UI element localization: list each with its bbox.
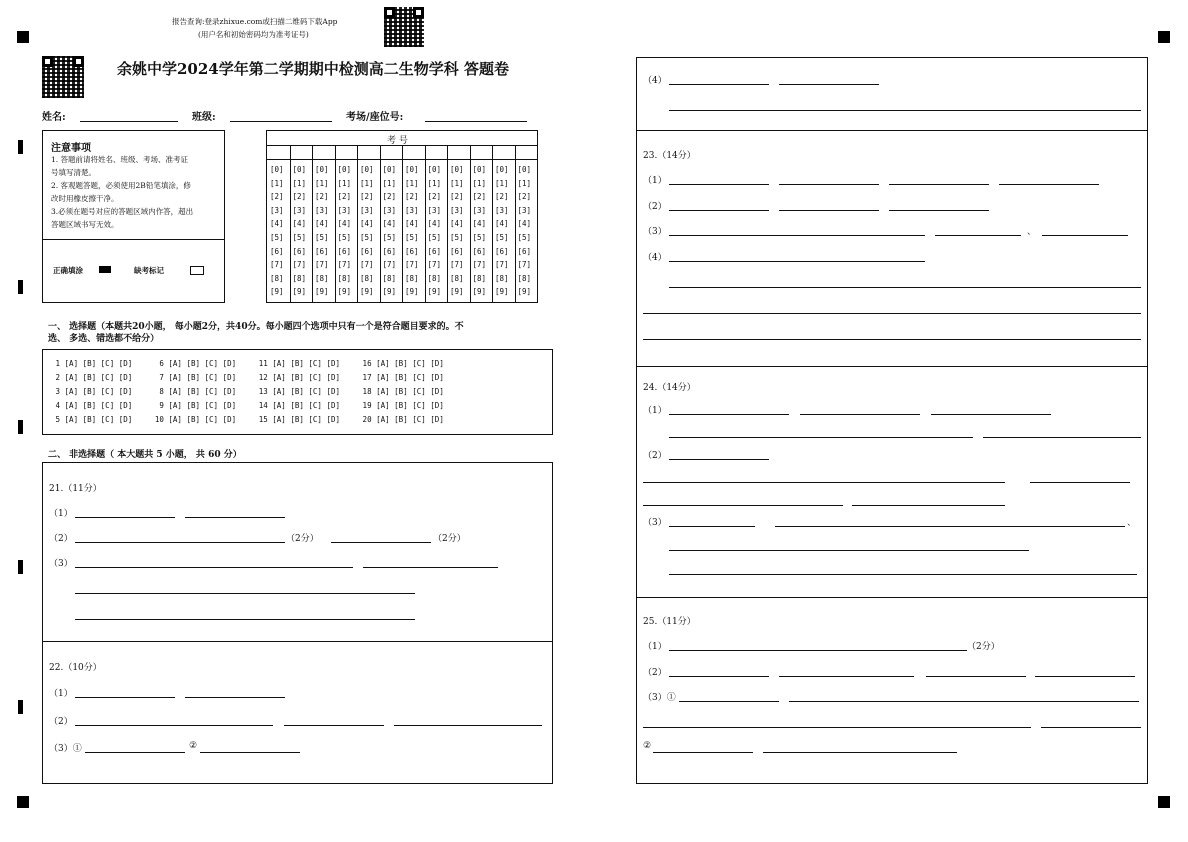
notes-box xyxy=(42,130,225,303)
note-line: 2. 客观题答题，必须使用2B铅笔填涂，修 xyxy=(51,181,191,190)
exam-digit-bubble[interactable]: [3] xyxy=(315,205,329,215)
grid-column-rule xyxy=(470,145,471,302)
q25-part3-blank[interactable] xyxy=(679,701,779,702)
q23-part1-blank[interactable] xyxy=(669,184,769,185)
exam-digit-bubble[interactable]: [6] xyxy=(360,246,374,256)
exam-digit-bubble[interactable]: [4] xyxy=(360,219,374,229)
q22-title: 22.（10分） xyxy=(49,663,102,673)
exam-digit-bubble[interactable]: [3] xyxy=(495,205,509,215)
exam-digit-bubble[interactable]: [4] xyxy=(495,219,509,229)
exam-digit-bubble[interactable]: [0] xyxy=(315,165,329,174)
choice-row[interactable]: 4 [A] [B] [C] [D] 9 [A] [B] [C] [D] 14 [A] [B] [C] [D] 19 [A] [B] [C] [D] xyxy=(51,401,444,410)
q22-part3-blank[interactable] xyxy=(85,752,185,753)
q25-part2-label: （2） xyxy=(643,668,667,678)
exam-digit-bubble[interactable]: [2] xyxy=(337,192,352,202)
q21-part1-blank[interactable] xyxy=(75,517,175,518)
exam-digit-bubble[interactable]: [4] xyxy=(472,219,487,229)
exam-digit-bubble[interactable]: [9] xyxy=(337,287,352,297)
q22-part4-blank[interactable] xyxy=(669,84,769,85)
exam-digit-bubble[interactable]: [4] xyxy=(270,219,284,229)
exam-digit-bubble[interactable]: [4] xyxy=(337,219,352,229)
correct-fill-label: 正确填涂 xyxy=(53,266,83,275)
name-field[interactable] xyxy=(80,121,178,122)
exam-digit-bubble[interactable]: [0] xyxy=(360,165,374,174)
report-info-line2: (用户名和初始密码均为准考证号) xyxy=(198,30,309,39)
grid-column-rule xyxy=(357,145,358,302)
exam-digit-bubble[interactable]: [7] xyxy=(360,260,374,270)
exam-digit-bubble[interactable]: [6] xyxy=(495,246,509,256)
exam-digit-bubble[interactable]: [6] xyxy=(405,246,419,256)
exam-digit-bubble[interactable]: [9] xyxy=(450,287,464,297)
section1-title-cont: 选、 多选、错选都不给分） xyxy=(48,334,160,344)
exam-digit-bubble[interactable]: [8] xyxy=(495,273,509,283)
registration-mark-bottom-right xyxy=(1158,796,1170,808)
exam-digit-bubble[interactable]: [9] xyxy=(382,287,397,297)
exam-digit-bubble[interactable]: [6] xyxy=(517,246,532,256)
q23-part1-blank[interactable] xyxy=(889,184,989,185)
q23-part2-blank[interactable] xyxy=(669,210,769,211)
q23-part2-blank[interactable] xyxy=(889,210,989,211)
exam-digit-bubble[interactable]: [3] xyxy=(382,205,397,215)
q24-part1-blank[interactable] xyxy=(800,414,920,415)
q21-part3-blank[interactable] xyxy=(75,593,415,594)
q22-part2-label: （2） xyxy=(49,717,73,727)
q23-part4-blank[interactable] xyxy=(669,261,925,262)
exam-digit-bubble[interactable]: [1] xyxy=(405,178,419,188)
exam-digit-bubble[interactable]: [5] xyxy=(382,233,397,242)
q23-part2-label: （2） xyxy=(643,202,667,212)
q25-part1-blank[interactable] xyxy=(669,650,967,651)
exam-digit-bubble[interactable]: [1] xyxy=(270,178,284,188)
exam-digit-bubble[interactable]: [5] xyxy=(405,233,419,242)
exam-digit-bubble[interactable]: [7] xyxy=(337,260,352,270)
note-line: 号填写清楚。 xyxy=(51,168,96,177)
exam-digit-bubble[interactable]: [1] xyxy=(472,178,487,188)
exam-digit-bubble[interactable]: [4] xyxy=(405,219,419,229)
exam-digit-bubble[interactable]: [1] xyxy=(315,178,329,188)
q22-part2-blank[interactable] xyxy=(284,725,384,726)
exam-digit-bubble[interactable]: [4] xyxy=(315,219,329,229)
grid-column-rule xyxy=(402,145,403,302)
q25-part1-label: （1） xyxy=(643,642,667,652)
answer-box-24 xyxy=(636,366,1148,598)
exam-digit-bubble[interactable]: [6] xyxy=(382,246,397,256)
q25-part3-label: （3）① xyxy=(643,693,676,703)
exam-digit-bubble[interactable]: [4] xyxy=(292,219,307,229)
q23-part1-label: （1） xyxy=(643,176,667,186)
exam-digit-bubble[interactable]: [7] xyxy=(472,260,487,270)
choice-row[interactable]: 3 [A] [B] [C] [D] 8 [A] [B] [C] [D] 13 [A] [B] [C] [D] 18 [A] [B] [C] [D] xyxy=(51,387,444,396)
exam-digit-bubble[interactable]: [3] xyxy=(472,205,487,215)
exam-digit-bubble[interactable]: [7] xyxy=(405,260,419,270)
exam-digit-bubble[interactable]: [1] xyxy=(292,178,307,188)
exam-digit-bubble[interactable]: [1] xyxy=(427,178,442,188)
absent-mark-label: 缺考标记 xyxy=(134,266,164,275)
q25-part3-blank[interactable] xyxy=(763,752,957,753)
exam-digit-bubble[interactable]: [5] xyxy=(270,233,284,242)
grid-column-rule xyxy=(290,145,291,302)
exam-digit-bubble[interactable]: [3] xyxy=(427,205,442,215)
exam-digit-bubble[interactable]: [5] xyxy=(292,233,307,242)
q23-part2-blank[interactable] xyxy=(779,210,879,211)
exam-digit-bubble[interactable]: [8] xyxy=(292,273,307,283)
q22-part2-blank[interactable] xyxy=(75,725,273,726)
exam-digit-bubble[interactable]: [3] xyxy=(292,205,307,215)
note-line: 改时用橡皮擦干净。 xyxy=(51,194,119,203)
grid-column-rule xyxy=(312,145,313,302)
exam-digit-bubble[interactable]: [3] xyxy=(337,205,352,215)
exam-digit-bubble[interactable]: [3] xyxy=(517,205,532,215)
absent-mark-box[interactable] xyxy=(190,266,204,275)
exam-digit-bubble[interactable]: [8] xyxy=(427,273,442,283)
q22-part1-blank[interactable] xyxy=(185,697,285,698)
exam-digit-bubble[interactable]: [9] xyxy=(292,287,307,297)
exam-digit-bubble[interactable]: [8] xyxy=(360,273,374,283)
q24-part1-label: （1） xyxy=(643,406,667,416)
grid-column-rule xyxy=(335,145,336,302)
timing-mark xyxy=(18,420,23,434)
q21-part3-blank[interactable] xyxy=(75,567,353,568)
exam-digit-bubble[interactable]: [8] xyxy=(517,273,532,283)
exam-digit-bubble[interactable]: [0] xyxy=(337,165,352,174)
q23-part3-blank[interactable] xyxy=(669,235,925,236)
q21-part1-label: （1） xyxy=(49,509,73,519)
q25-part3-blank[interactable] xyxy=(1041,727,1141,728)
exam-digit-bubble[interactable]: [5] xyxy=(337,233,352,242)
class-field[interactable] xyxy=(230,121,332,122)
exam-digit-bubble[interactable]: [6] xyxy=(337,246,352,256)
exam-digit-bubble[interactable]: [5] xyxy=(360,233,374,242)
notes-list xyxy=(51,153,221,231)
exam-digit-bubble[interactable]: [2] xyxy=(472,192,487,202)
exam-digit-bubble[interactable]: [6] xyxy=(427,246,442,256)
timing-mark xyxy=(18,280,23,294)
q21-part3-label: （3） xyxy=(49,559,73,569)
q24-part2-label: （2） xyxy=(643,451,667,461)
name-label: 姓名: xyxy=(42,112,66,123)
grid-column-rule xyxy=(425,145,426,302)
q24-part2-blank[interactable] xyxy=(669,459,769,460)
correct-fill-sample xyxy=(99,266,111,273)
exam-digit-bubble[interactable]: [5] xyxy=(472,233,487,242)
exam-digit-bubble[interactable]: [1] xyxy=(337,178,352,188)
q25-part3-blank[interactable] xyxy=(653,752,753,753)
q23-part4-blank[interactable] xyxy=(643,339,1141,340)
exam-digit-bubble[interactable]: [2] xyxy=(360,192,374,202)
exam-digit-bubble[interactable]: [0] xyxy=(382,165,397,174)
exam-digit-bubble[interactable]: [9] xyxy=(427,287,442,297)
q21-title: 21.（11分） xyxy=(49,484,102,494)
exam-digit-bubble[interactable]: [2] xyxy=(405,192,419,202)
answer-box-23 xyxy=(636,130,1148,367)
exam-digit-bubble[interactable]: [8] xyxy=(472,273,487,283)
q25-part2-blank[interactable] xyxy=(669,676,769,677)
exam-digit-bubble[interactable]: [1] xyxy=(450,178,464,188)
exam-digit-bubble[interactable]: [2] xyxy=(382,192,397,202)
q25-part2-blank[interactable] xyxy=(1035,676,1135,677)
q23-part4-blank[interactable] xyxy=(643,313,1141,314)
q21-part3-blank[interactable] xyxy=(75,619,415,620)
q25-title: 25.（11分） xyxy=(643,617,696,627)
q24-title: 24.（14分） xyxy=(643,383,696,393)
q22-part4-blank[interactable] xyxy=(779,84,879,85)
grid-column-rule xyxy=(492,145,493,302)
q22-part1-label: （1） xyxy=(49,689,73,699)
exam-digit-bubble[interactable]: [9] xyxy=(315,287,329,297)
exam-number-grid xyxy=(266,130,538,303)
exam-digit-bubble[interactable]: [1] xyxy=(517,178,532,188)
answer-box-25 xyxy=(636,597,1148,784)
q24-part1-blank[interactable] xyxy=(669,414,789,415)
exam-digit-bubble[interactable]: [4] xyxy=(450,219,464,229)
exam-digit-bubble[interactable]: [3] xyxy=(405,205,419,215)
exam-digit-bubble[interactable]: [7] xyxy=(315,260,329,270)
exam-digit-bubble[interactable]: [0] xyxy=(450,165,464,174)
note-line: 答题区域书写无效。 xyxy=(51,220,119,229)
q24-part3-blank[interactable] xyxy=(775,526,1125,527)
q23-part4-blank[interactable] xyxy=(669,287,1141,288)
q21-part2-score: （2分） xyxy=(433,534,466,544)
exam-digit-bubble[interactable]: [2] xyxy=(270,192,284,202)
q24-part1-blank[interactable] xyxy=(669,437,973,438)
exam-digit-bubble[interactable]: [8] xyxy=(405,273,419,283)
exam-digit-bubble[interactable]: [0] xyxy=(495,165,509,174)
exam-digit-bubble[interactable]: [1] xyxy=(382,178,397,188)
exam-digit-bubble[interactable]: [7] xyxy=(270,260,284,270)
q23-part3-label: （3） xyxy=(643,227,667,237)
note-line: 3.必须在题号对应的答题区域内作答，超出 xyxy=(51,207,194,216)
q24-part3-blank[interactable] xyxy=(669,550,1029,551)
grid-column-rule xyxy=(380,145,381,302)
q23-part3-blank[interactable] xyxy=(1042,235,1128,236)
q22-part4-label: （4） xyxy=(643,76,667,86)
exam-number-label: 考 号 xyxy=(387,136,408,146)
exam-digit-bubble[interactable]: [7] xyxy=(427,260,442,270)
exam-digit-bubble[interactable]: [4] xyxy=(382,219,397,229)
q25-part1-score: （2分） xyxy=(967,642,1000,652)
exam-digit-bubble[interactable]: [0] xyxy=(517,165,532,174)
q24-part1-blank[interactable] xyxy=(983,437,1141,438)
q22-part3-label: （3）① xyxy=(49,744,82,754)
q25-part3-label-2: ② xyxy=(643,741,652,751)
exam-digit-bubble[interactable]: [2] xyxy=(450,192,464,202)
exam-digit-bubble[interactable]: [2] xyxy=(315,192,329,202)
timing-mark xyxy=(18,560,23,574)
q24-part2-blank[interactable] xyxy=(643,505,843,506)
choice-row[interactable]: 2 [A] [B] [C] [D] 7 [A] [B] [C] [D] 12 [A] [B] [C] [D] 17 [A] [B] [C] [D] xyxy=(51,373,444,382)
exam-digit-bubble[interactable]: [9] xyxy=(517,287,532,297)
exam-digit-bubble[interactable]: [8] xyxy=(315,273,329,283)
q25-part2-blank[interactable] xyxy=(926,676,1026,677)
exam-digit-bubble[interactable]: [5] xyxy=(517,233,532,242)
section1-title: 一、 选择题（本题共20小题， 每小题2分，共40分。每小题四个选项中只有一个是符合题目要求的。不 xyxy=(48,322,464,332)
exam-digit-bubble[interactable]: [9] xyxy=(405,287,419,297)
q25-part3-blank[interactable] xyxy=(643,727,1031,728)
exam-digit-bubble[interactable]: [2] xyxy=(517,192,532,202)
exam-digit-bubble[interactable]: [1] xyxy=(495,178,509,188)
exam-digit-bubble[interactable]: [2] xyxy=(292,192,307,202)
class-label: 班级: xyxy=(192,112,216,123)
exam-digit-bubble[interactable]: [7] xyxy=(517,260,532,270)
exam-digit-bubble[interactable]: [8] xyxy=(337,273,352,283)
q22-part3-blank[interactable] xyxy=(200,752,300,753)
exam-digit-bubble[interactable]: [7] xyxy=(292,260,307,270)
exam-digit-bubble[interactable]: [0] xyxy=(405,165,419,174)
q25-part3-blank[interactable] xyxy=(789,701,1139,702)
exam-digit-bubble[interactable]: [0] xyxy=(292,165,307,174)
q23-part3-blank[interactable] xyxy=(935,235,1021,236)
exam-digit-bubble[interactable]: [6] xyxy=(315,246,329,256)
q24-part3-blank[interactable] xyxy=(669,526,755,527)
q22-part4-blank[interactable] xyxy=(669,110,1141,111)
q24-part2-blank[interactable] xyxy=(852,505,1005,506)
exam-digit-bubble[interactable]: [8] xyxy=(270,273,284,283)
exam-digit-bubble[interactable]: [7] xyxy=(382,260,397,270)
exam-digit-bubble[interactable]: [8] xyxy=(450,273,464,283)
exam-digit-bubble[interactable]: [6] xyxy=(270,246,284,256)
q25-part2-blank[interactable] xyxy=(779,676,914,677)
q22-part2-blank[interactable] xyxy=(394,725,542,726)
exam-digit-bubble[interactable]: [9] xyxy=(472,287,487,297)
qr-code-icon xyxy=(384,7,424,47)
q21-part2-label: （2） xyxy=(49,534,73,544)
choice-row[interactable]: 5 [A] [B] [C] [D] 10 [A] [B] [C] [D] 15 [A] [B] [C] [D] 20 [A] [B] [C] [D] xyxy=(51,415,444,424)
registration-mark-bottom-left xyxy=(17,796,29,808)
exam-digit-bubble[interactable]: [2] xyxy=(427,192,442,202)
exam-digit-bubble[interactable]: [7] xyxy=(495,260,509,270)
exam-digit-bubble[interactable]: [8] xyxy=(382,273,397,283)
q21-part3-blank[interactable] xyxy=(363,567,498,568)
exam-digit-bubble[interactable]: [0] xyxy=(472,165,487,174)
q23-part1-blank[interactable] xyxy=(999,184,1099,185)
exam-digit-bubble[interactable]: [4] xyxy=(517,219,532,229)
qr-code-icon xyxy=(42,56,84,98)
section2-title: 二、 非选择题（ 本大题共 5 小题， 共 60 分） xyxy=(48,450,242,460)
q21-part2-blank[interactable] xyxy=(331,542,431,543)
room-seat-label: 考场/座位号: xyxy=(346,112,404,123)
exam-digit-bubble[interactable]: [0] xyxy=(270,165,284,174)
q21-part1-blank[interactable] xyxy=(185,517,285,518)
grid-column-rule xyxy=(447,145,448,302)
choice-row[interactable]: 1 [A] [B] [C] [D] 6 [A] [B] [C] [D] 11 [A] [B] [C] [D] 16 [A] [B] [C] [D] xyxy=(51,359,444,368)
exam-digit-bubble[interactable]: [0] xyxy=(427,165,442,174)
choice-answer-box xyxy=(42,349,553,435)
answer-box-22-cont xyxy=(636,57,1148,131)
exam-digit-bubble[interactable]: [2] xyxy=(495,192,509,202)
answer-box-21-22 xyxy=(42,462,553,784)
exam-digit-bubble[interactable]: [6] xyxy=(292,246,307,256)
page-title: 余姚中学2024学年第二学期期中检测高二生物学科 答题卷 xyxy=(117,60,509,78)
registration-mark-top-right xyxy=(1158,31,1170,43)
q24-part2-blank[interactable] xyxy=(643,482,1005,483)
q22-part1-blank[interactable] xyxy=(75,697,175,698)
q24-part2-blank[interactable] xyxy=(1030,482,1130,483)
q23-part1-blank[interactable] xyxy=(779,184,879,185)
q22-part3-label-2: ② xyxy=(189,741,198,751)
q23-title: 23.（14分） xyxy=(643,151,696,161)
q23-part3-separator: 、 xyxy=(1027,227,1037,237)
q24-part3-separator: 、 xyxy=(1127,518,1137,528)
q24-part3-label: （3） xyxy=(643,518,667,528)
exam-digit-bubble[interactable]: [9] xyxy=(495,287,509,297)
exam-digit-bubble[interactable]: [5] xyxy=(427,233,442,242)
room-seat-field[interactable] xyxy=(425,121,527,122)
q21-part2-score: （2分） xyxy=(286,534,319,544)
exam-digit-bubble[interactable]: [9] xyxy=(270,287,284,297)
q21-part2-blank[interactable] xyxy=(75,542,285,543)
q24-part3-blank[interactable] xyxy=(669,574,1137,575)
exam-digit-bubble[interactable]: [3] xyxy=(360,205,374,215)
q23-part4-label: （4） xyxy=(643,253,667,263)
exam-digit-bubble[interactable]: [3] xyxy=(270,205,284,215)
exam-digit-bubble[interactable]: [6] xyxy=(450,246,464,256)
exam-digit-bubble[interactable]: [5] xyxy=(450,233,464,242)
exam-digit-bubble[interactable]: [6] xyxy=(472,246,487,256)
exam-digit-bubble[interactable]: [4] xyxy=(427,219,442,229)
exam-digit-bubble[interactable]: [5] xyxy=(495,233,509,242)
exam-digit-bubble[interactable]: [9] xyxy=(360,287,374,297)
exam-digit-bubble[interactable]: [5] xyxy=(315,233,329,242)
q21-q22-divider xyxy=(43,641,552,642)
exam-digit-bubble[interactable]: [3] xyxy=(450,205,464,215)
q24-part1-blank[interactable] xyxy=(931,414,1051,415)
grid-column-rule xyxy=(515,145,516,302)
exam-digit-bubble[interactable]: [1] xyxy=(360,178,374,188)
notes-divider xyxy=(43,239,224,240)
report-info-line1: 报告查询:登录zhixue.com或扫描二维码下载App xyxy=(172,17,338,26)
timing-mark xyxy=(18,140,23,154)
registration-mark-top-left xyxy=(17,31,29,43)
notes-title: 注意事项 xyxy=(51,143,91,154)
note-line: 1. 答题前请将姓名、班级、考场、准考证 xyxy=(51,155,189,164)
timing-mark xyxy=(18,700,23,714)
exam-digit-bubble[interactable]: [7] xyxy=(450,260,464,270)
